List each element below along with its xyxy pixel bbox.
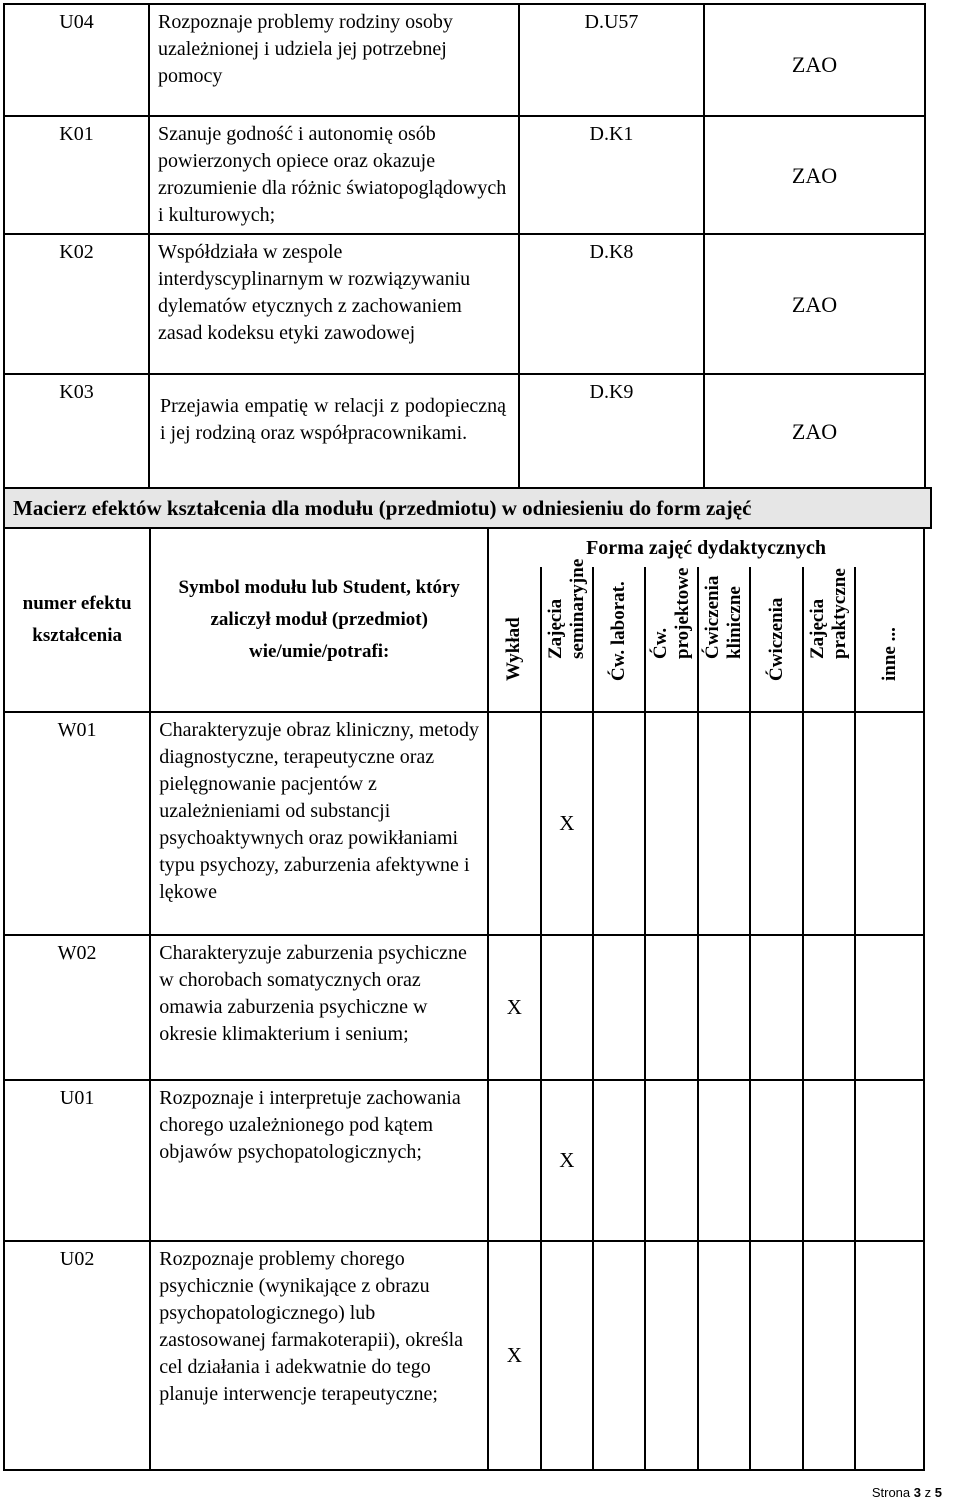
form-label-clinical: Ćwiczenia kliniczne xyxy=(702,575,746,659)
footer-page-number: 3 xyxy=(913,1485,922,1500)
form-column xyxy=(645,567,697,711)
mark-cell xyxy=(698,1080,750,1241)
footer-prefix: Strona xyxy=(871,1485,911,1500)
effect-text: Współdziała w zespole interdyscyplinarnym w rozwiązywaniu dylematów etycznych z zachowaniem zasad kodeksu etyki zawodowej xyxy=(149,234,519,374)
mark-cell xyxy=(541,1241,593,1470)
table-row xyxy=(4,935,924,1079)
mark-cell xyxy=(803,1241,855,1470)
header-forms-title: Forma zajęć dydaktycznych xyxy=(488,528,924,567)
mark-cell xyxy=(855,712,924,936)
mark-cell xyxy=(698,712,750,936)
mark-cell: X xyxy=(541,712,593,936)
effect-code: D.K1 xyxy=(519,116,704,234)
effect-id: K01 xyxy=(4,116,149,234)
mark-cell xyxy=(750,712,802,936)
table-row xyxy=(4,1241,924,1470)
form-column xyxy=(488,567,540,711)
mark-cell xyxy=(855,1080,924,1241)
form-column xyxy=(541,558,593,711)
mark-cell xyxy=(593,1080,645,1241)
mark-cell xyxy=(593,1241,645,1470)
form-column xyxy=(803,567,855,711)
table-row xyxy=(4,1080,924,1241)
mark-cell: X xyxy=(541,1080,593,1241)
row-effect-id: U02 xyxy=(4,1241,150,1470)
form-column xyxy=(750,567,802,711)
effect-code: D.U57 xyxy=(519,4,704,116)
page-footer xyxy=(872,1485,942,1500)
effect-form: ZAO xyxy=(704,374,925,489)
mark-cell xyxy=(750,1080,802,1241)
mark-cell xyxy=(750,1241,802,1470)
effect-text: Szanuje godność i autonomię osób powierzonych opiece oraz okazuje zrozumienie dla różnic światopoglądowych i kulturowych; xyxy=(149,116,519,234)
effect-form: ZAO xyxy=(704,4,925,116)
matrix-table xyxy=(3,527,925,1471)
effect-form: ZAO xyxy=(704,234,925,374)
matrix-header-row xyxy=(4,528,924,567)
mark-cell xyxy=(698,1241,750,1470)
mark-cell xyxy=(803,712,855,936)
mark-cell xyxy=(645,1080,697,1241)
mark-cell xyxy=(698,935,750,1079)
matrix-title: Macierz efektów kształcenia dla modułu (przedmiotu) w odniesieniu do form zajęć xyxy=(3,487,932,529)
effect-code: D.K8 xyxy=(519,234,704,374)
mark-cell: X xyxy=(488,935,540,1079)
mark-cell xyxy=(645,1241,697,1470)
mark-cell xyxy=(488,1080,540,1241)
row-effect-text: Rozpoznaje problemy chorego psychicznie (wynikające z obrazu psychopatologicznego) lub zastosowanej farmakoterapii), określa cel działania i adekwatnie do tego planuje interwencje terapeutyczne; xyxy=(150,1241,488,1470)
row-effect-id: W01 xyxy=(4,712,150,936)
footer-separator: z xyxy=(924,1485,932,1500)
mark-cell: X xyxy=(488,1241,540,1470)
mark-cell xyxy=(803,935,855,1079)
form-label-lecture: Wykład xyxy=(503,616,525,681)
row-effect-text: Charakteryzuje zaburzenia psychiczne w chorobach somatycznych oraz omawia zaburzenia psychiczne w okresie klimakterium i senium; xyxy=(150,935,488,1079)
mark-cell xyxy=(541,935,593,1079)
effect-form: ZAO xyxy=(704,116,925,234)
effect-id: K03 xyxy=(4,374,149,489)
form-label-lab: Ćw. laborat. xyxy=(608,580,630,681)
effect-text: Rozpoznaje problemy rodziny osoby uzależnionej i udziela jej potrzebnej pomocy xyxy=(149,4,519,116)
effects-table xyxy=(3,3,926,490)
mark-cell xyxy=(593,935,645,1079)
form-label-project: Ćw. projektowe xyxy=(649,567,693,659)
table-row xyxy=(4,116,925,234)
table-row xyxy=(4,4,925,116)
form-label-exercises: Ćwiczenia xyxy=(765,597,787,681)
table-row xyxy=(4,374,925,489)
row-effect-text: Rozpoznaje i interpretuje zachowania chorego uzależnionego pod kątem objawów psychopatologicznych; xyxy=(150,1080,488,1241)
row-effect-id: U01 xyxy=(4,1080,150,1241)
mark-cell xyxy=(488,712,540,936)
effect-id: U04 xyxy=(4,4,149,116)
row-effect-id: W02 xyxy=(4,935,150,1079)
form-column xyxy=(855,567,924,711)
form-label-practical: Zajęcia praktyczne xyxy=(807,567,850,659)
form-label-other: inne ... xyxy=(878,626,900,681)
form-label-seminar: Zajęcia seminaryjne xyxy=(544,558,588,659)
table-row xyxy=(4,234,925,374)
form-column xyxy=(698,567,750,711)
effect-text-cell xyxy=(149,374,519,489)
header-effect-number: numer efektu kształcenia xyxy=(4,528,150,712)
footer-page-total: 5 xyxy=(934,1485,942,1500)
effect-code: D.K9 xyxy=(519,374,704,489)
mark-cell xyxy=(803,1080,855,1241)
table-row xyxy=(4,712,924,936)
mark-cell xyxy=(855,1241,924,1470)
mark-cell xyxy=(645,935,697,1079)
mark-cell xyxy=(593,712,645,936)
effect-id: K02 xyxy=(4,234,149,374)
header-description: Symbol modułu lub Student, który zaliczył moduł (przedmiot) wie/umie/potrafi: xyxy=(150,528,488,712)
form-column xyxy=(593,567,645,711)
mark-cell xyxy=(750,935,802,1079)
mark-cell xyxy=(645,712,697,936)
mark-cell xyxy=(855,935,924,1079)
row-effect-text: Charakteryzuje obraz kliniczny, metody diagnostyczne, terapeutyczne oraz pielęgnowanie pacjentów z uzależnieniami od substancji psychoaktywnych oraz powikłaniami typu psychozy, zaburzenia afektywne i lękowe xyxy=(150,712,488,936)
effect-text: Przejawia empatię w relacji z podopieczną i jej rodziną oraz współpracownikami. xyxy=(160,395,506,444)
